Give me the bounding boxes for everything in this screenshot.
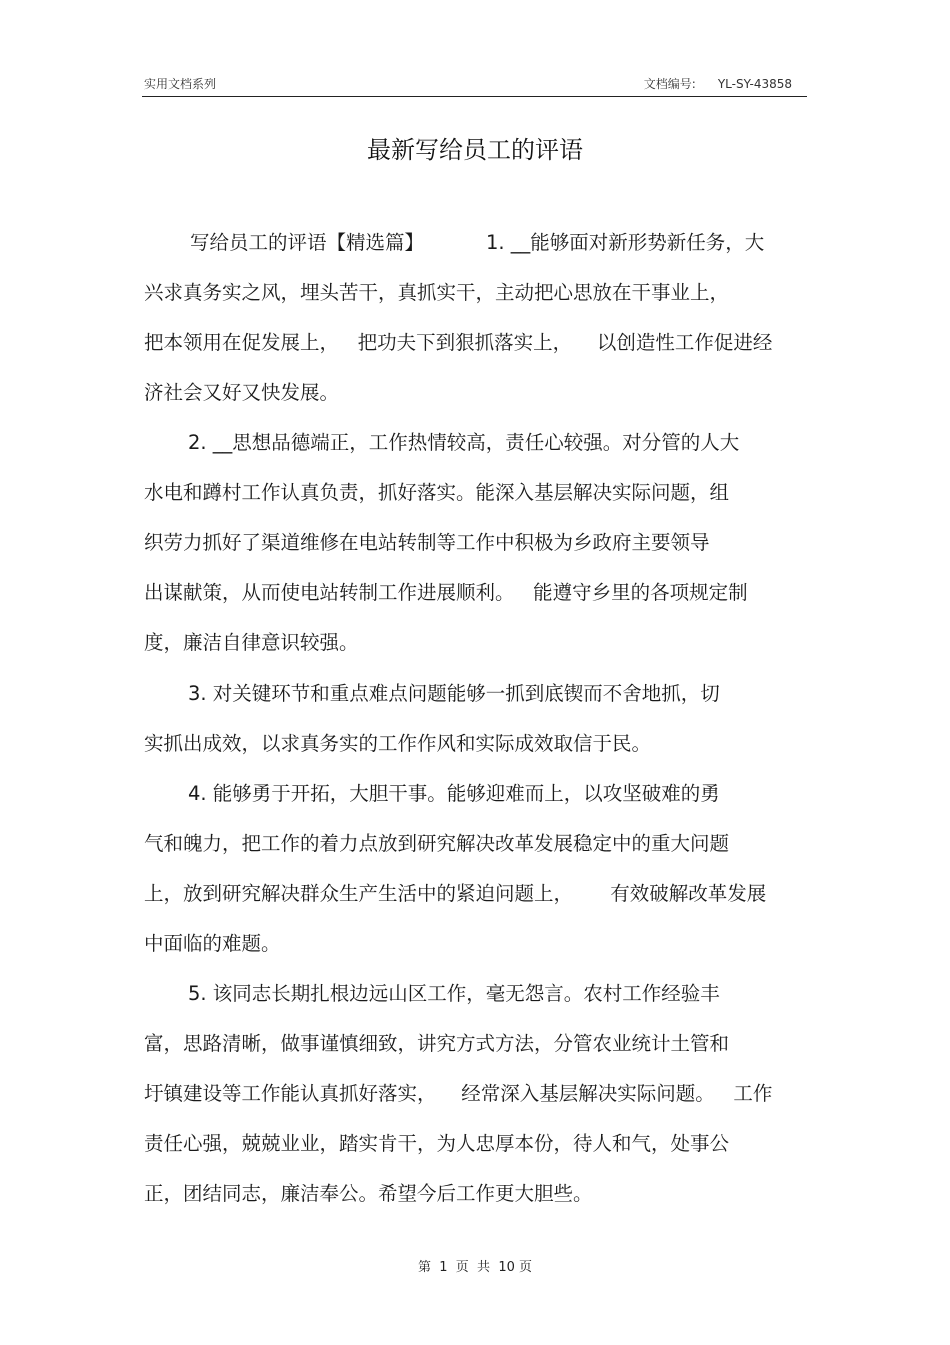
page-footer-pagination: 第 1 页 共 10 页 <box>417 1260 532 1275</box>
body-line: 济社会又好又快发展。 <box>144 381 340 404</box>
body-line: 出谋献策，从而使电站转制工作进展顺利。 能遵守乡里的各项规定制 <box>144 581 748 604</box>
body-line: 5. 该同志长期扎根边远山区工作，毫无怨言。农村工作经验丰 <box>188 982 720 1005</box>
body-line: 富，思路清晰，做事谨慎细致，讲究方式方法，分管农业统计土管和 <box>144 1032 730 1055</box>
doc-number-value: YL-SY-43858 <box>717 77 792 91</box>
body-line: 上，放到研究解决群众生产生活中的紧迫问题上， 有效破解改革发展 <box>144 882 767 905</box>
body-line: 3. 对关键环节和重点难点问题能够一抓到底锲而不舍地抓，切 <box>188 682 720 705</box>
body-line: 中面临的难题。 <box>144 932 281 955</box>
body-line: 度，廉洁自律意识较强。 <box>144 631 359 654</box>
body-line: 责任心强，兢兢业业，踏实肯干，为人忠厚本份，待人和气，处事公 <box>144 1132 730 1155</box>
body-line: 把本领用在促发展上， 把功夫下到狠抓落实上， 以创造性工作促进经 <box>144 331 773 354</box>
doc-number-label: 文档编号: <box>643 77 696 91</box>
body-line: 水电和蹲村工作认真负责，抓好落实。能深入基层解决实际问题，组 <box>144 481 730 504</box>
header-divider <box>142 96 807 97</box>
header-series-label: 实用文档系列 <box>144 77 217 91</box>
body-line: 气和魄力，把工作的着力点放到研究解决改革发展稳定中的重大问题 <box>144 832 730 855</box>
body-line: 4. 能够勇于开拓，大胆干事。能够迎难而上，以攻坚破难的勇 <box>188 782 720 805</box>
body-line: 正，团结同志，廉洁奉公。希望今后工作更大胆些。 <box>144 1182 593 1205</box>
body-line: 兴求真务实之风，埋头苦干，真抓实干，主动把心思放在干事业上， <box>144 281 730 304</box>
header-doc-number <box>644 75 792 92</box>
document-title: 最新写给员工的评语 <box>367 136 583 164</box>
body-line: 织劳力抓好了渠道维修在电站转制等工作中积极为乡政府主要领导 <box>144 531 710 554</box>
body-line: 圩镇建设等工作能认真抓好落实， 经常深入基层解决实际问题。 工作 <box>144 1082 773 1105</box>
body-line: 写给员工的评语【精选篇】 1. __能够面对新形势新任务，大 <box>190 231 765 254</box>
body-line: 实抓出成效，以求真务实的工作作风和实际成效取信于民。 <box>144 732 652 755</box>
body-line: 2. __思想品德端正，工作热情较高，责任心较强。对分管的人大 <box>188 431 740 454</box>
